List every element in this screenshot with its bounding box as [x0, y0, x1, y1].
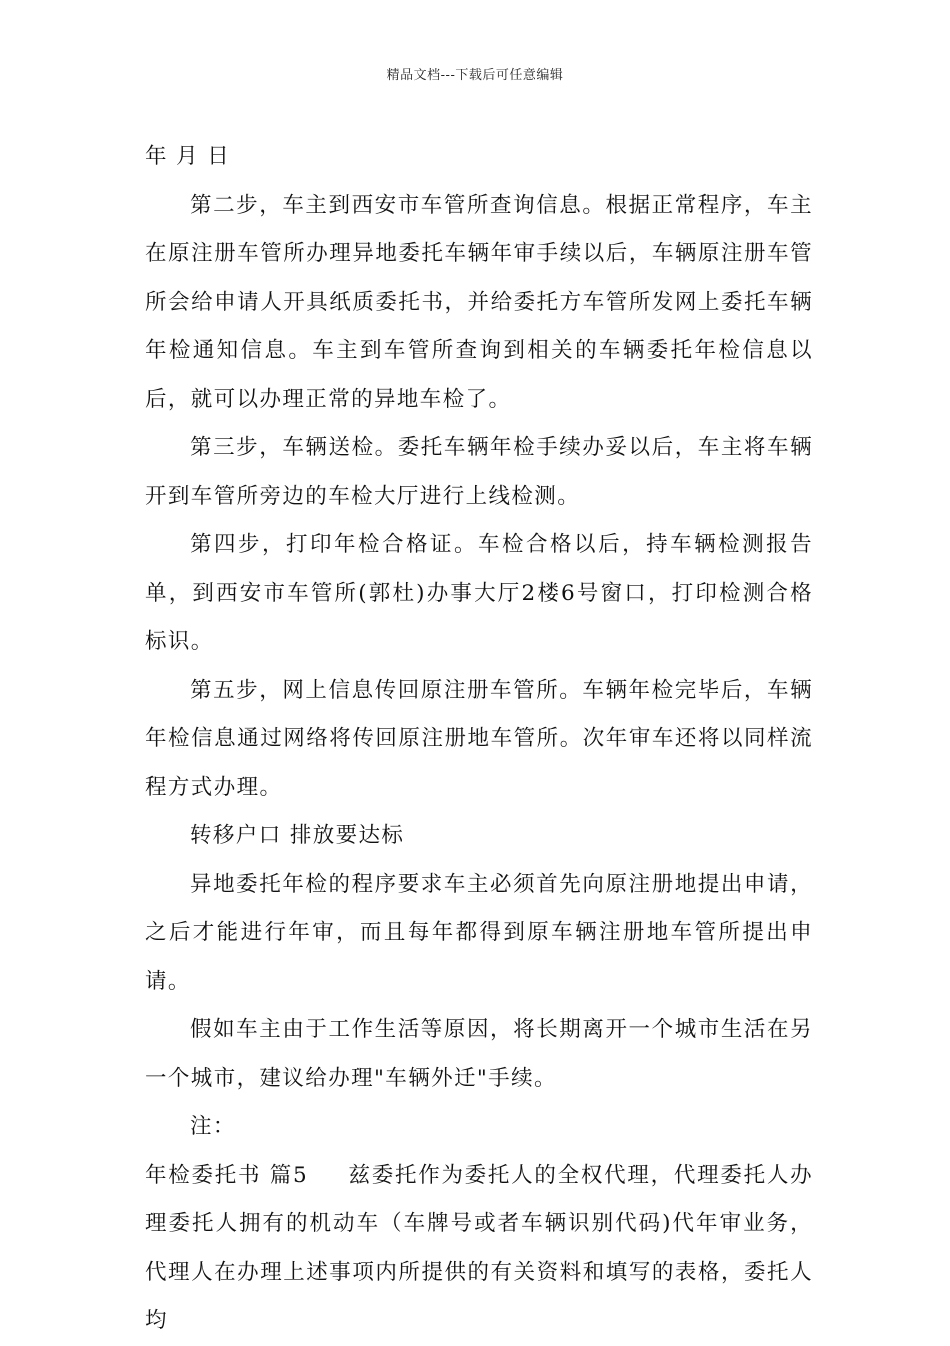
- date-line: 年 月 日: [145, 144, 231, 169]
- entrustment-text: 兹委托作为委托人的全权代理，代理委托人办理委托人拥有的机动车（车牌号或者车辆识别代码)代年审业务，代理人在办理上述事项内所提供的有关资料和填写的表格，委托人均: [145, 1162, 813, 1333]
- paragraph-requirement: 异地委托年检的程序要求车主必须首先向原注册地提出申请，之后才能进行年审，而且每年都得到原车辆注册地车管所提出申请。: [145, 871, 813, 994]
- entrustment-title: 年检委托书 篇5: [145, 1162, 309, 1188]
- page-header: 精品文档---下载后可任意编辑: [386, 68, 564, 83]
- paragraph-suggestion: 假如车主由于工作生活等原因，将长期离开一个城市生活在另一个城市，建议给办理"车辆外迁"手续。: [145, 1017, 813, 1091]
- note-label: 注：: [190, 1114, 236, 1139]
- paragraph-step-three: 第三步，车辆送检。委托车辆年检手续办妥以后，车主将车辆开到车管所旁边的车检大厅进行上线检测。: [145, 435, 813, 509]
- paragraph-step-four: 第四步，打印年检合格证。车检合格以后，持车辆检测报告单，到西安市车管所(郭杜)办事大厅2楼6号窗口，打印检测合格标识。: [145, 532, 813, 654]
- paragraph-entrustment: [145, 1152, 813, 1346]
- document-body: [145, 133, 813, 1346]
- paragraph-step-two: 第二步，车主到西安市车管所查询信息。根据正常程序，车主在原注册车管所办理异地委托车辆年审手续以后，车辆原注册车管所会给申请人开具纸质委托书，并给委托方车管所发网上委托车辆年检通知信息。车主到车管所查询到相关的车辆委托年检信息以后，就可以办理正常的异地车检了。: [145, 192, 813, 412]
- section-heading-transfer: 转移户口 排放要达标: [190, 823, 405, 848]
- paragraph-step-five: 第五步，网上信息传回原注册车管所。车辆年检完毕后，车辆年检信息通过网络将传回原注册地车管所。次年审车还将以同样流程方式办理。: [145, 677, 813, 800]
